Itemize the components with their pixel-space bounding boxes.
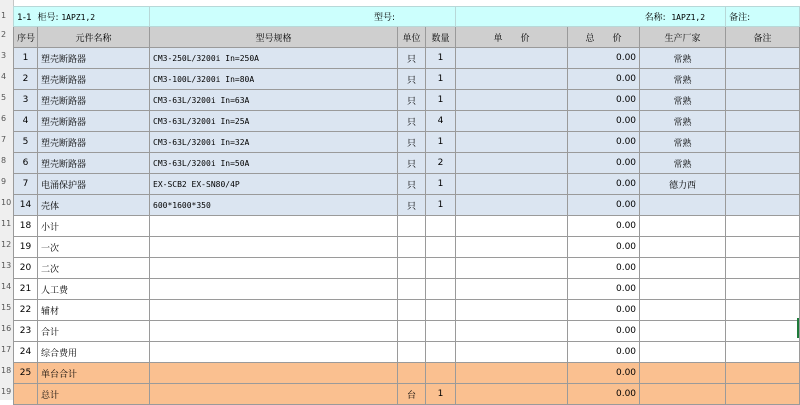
unit-cell[interactable] (398, 258, 426, 279)
summary-name-cell[interactable]: 单台合计 (38, 363, 150, 384)
price-cell[interactable] (456, 132, 568, 153)
note-cell[interactable] (726, 69, 800, 90)
header-note[interactable]: 备注 (726, 27, 800, 48)
summary-name-cell[interactable]: 综合费用 (38, 342, 150, 363)
maker-cell[interactable] (640, 195, 726, 216)
note-cell[interactable] (726, 7, 800, 27)
price-cell[interactable] (456, 384, 568, 405)
spec-cell[interactable] (150, 300, 398, 321)
row-no-cell[interactable]: 20 (14, 258, 38, 279)
qty-cell[interactable] (426, 258, 456, 279)
note-cell[interactable] (726, 321, 800, 342)
note-cell[interactable] (726, 342, 800, 363)
qty-cell[interactable]: 2 (426, 153, 456, 174)
qty-cell[interactable]: 1 (426, 195, 456, 216)
note-label: 备注: (729, 13, 751, 23)
info-row (14, 7, 800, 27)
note-cell[interactable] (726, 174, 800, 195)
unit-cell[interactable] (398, 321, 426, 342)
row-no-cell[interactable]: 6 (14, 153, 38, 174)
price-cell[interactable] (456, 279, 568, 300)
unit-cell[interactable]: 只 (398, 111, 426, 132)
unit-cell[interactable]: 只 (398, 153, 426, 174)
total-cell[interactable]: 0.00 (568, 384, 640, 405)
header-price[interactable]: 单 价 (456, 27, 568, 48)
total-cell[interactable]: 0.00 (568, 132, 640, 153)
unit-cell[interactable] (398, 342, 426, 363)
row-number[interactable]: 14 (1, 282, 12, 291)
table-row (14, 111, 800, 132)
summary-name-cell[interactable]: 人工费 (38, 279, 150, 300)
row-number[interactable]: 7 (1, 135, 7, 144)
header-name[interactable]: 元件名称 (38, 27, 150, 48)
maker-cell[interactable] (640, 216, 726, 237)
row-number[interactable]: 2 (1, 30, 7, 39)
qty-cell[interactable]: 1 (426, 384, 456, 405)
price-cell[interactable] (456, 174, 568, 195)
table-row (14, 195, 800, 216)
model-label: 型号: (373, 13, 396, 23)
total-cell[interactable]: 0.00 (568, 279, 640, 300)
component-name-cell[interactable]: 塑壳断路器 (38, 132, 150, 153)
qty-cell[interactable] (426, 300, 456, 321)
cabinet-label: 柜号: (37, 13, 59, 23)
maker-cell[interactable]: 德力西 (640, 174, 726, 195)
row-number[interactable]: 11 (1, 219, 12, 228)
row-number[interactable]: 6 (1, 114, 7, 123)
summary-name-cell[interactable]: 合计 (38, 321, 150, 342)
row-number[interactable]: 4 (1, 72, 7, 81)
price-cell[interactable] (456, 216, 568, 237)
total-cell[interactable]: 0.00 (568, 90, 640, 111)
note-cell[interactable] (726, 195, 800, 216)
maker-cell[interactable] (640, 363, 726, 384)
maker-cell[interactable] (640, 237, 726, 258)
spec-cell[interactable]: EX-SCB2 EX-SN80/4P (150, 174, 398, 195)
unit-cell[interactable] (398, 300, 426, 321)
row-no-cell[interactable]: 19 (14, 237, 38, 258)
price-cell[interactable] (456, 237, 568, 258)
total-cell[interactable]: 0.00 (568, 69, 640, 90)
row-number[interactable]: 18 (1, 366, 12, 375)
row-no-cell[interactable]: 14 (14, 195, 38, 216)
summary-row (14, 363, 800, 384)
spec-cell[interactable]: CM3-63L/3200i In=32A (150, 132, 398, 153)
price-cell[interactable] (456, 363, 568, 384)
total-cell[interactable]: 0.00 (568, 111, 640, 132)
note-cell[interactable] (726, 153, 800, 174)
row-number[interactable]: 5 (1, 93, 7, 102)
summary-row (14, 279, 800, 300)
summary-name-cell[interactable]: 二次 (38, 258, 150, 279)
unit-cell[interactable]: 只 (398, 132, 426, 153)
name-cell[interactable] (456, 7, 726, 27)
maker-cell[interactable] (640, 384, 726, 405)
price-cell[interactable] (456, 321, 568, 342)
summary-row (14, 384, 800, 405)
maker-cell[interactable] (640, 342, 726, 363)
unit-cell[interactable]: 只 (398, 90, 426, 111)
row-no-cell[interactable]: 5 (14, 132, 38, 153)
row-number[interactable]: 10 (1, 198, 12, 207)
summary-name-cell[interactable]: 总计 (38, 384, 150, 405)
row-number[interactable]: 1 (1, 11, 7, 20)
total-cell[interactable]: 0.00 (568, 258, 640, 279)
component-name-cell[interactable]: 塑壳断路器 (38, 48, 150, 69)
row-no-cell[interactable]: 25 (14, 363, 38, 384)
total-cell[interactable]: 0.00 (568, 216, 640, 237)
maker-cell[interactable]: 常熟 (640, 69, 726, 90)
maker-cell[interactable] (640, 258, 726, 279)
note-cell[interactable] (726, 111, 800, 132)
row-number[interactable]: 15 (1, 303, 12, 312)
maker-cell[interactable] (640, 279, 726, 300)
spec-cell[interactable]: CM3-63L/3200i In=25A (150, 111, 398, 132)
header-total[interactable]: 总 价 (568, 27, 640, 48)
spec-cell[interactable] (150, 384, 398, 405)
header-spec[interactable]: 型号规格 (150, 27, 398, 48)
row-number[interactable]: 19 (1, 387, 12, 396)
component-name-cell[interactable]: 塑壳断路器 (38, 111, 150, 132)
row-no-cell[interactable]: 18 (14, 216, 38, 237)
sheet-index: 1-1 (17, 13, 32, 23)
row-no-cell[interactable]: 3 (14, 90, 38, 111)
qty-cell[interactable]: 1 (426, 48, 456, 69)
unit-cell[interactable] (398, 237, 426, 258)
note-cell[interactable] (726, 237, 800, 258)
qty-cell[interactable]: 1 (426, 174, 456, 195)
price-cell[interactable] (456, 300, 568, 321)
note-cell[interactable] (726, 216, 800, 237)
maker-cell[interactable]: 常熟 (640, 90, 726, 111)
qty-cell[interactable] (426, 216, 456, 237)
row-number[interactable]: 13 (1, 261, 12, 270)
unit-cell[interactable] (398, 363, 426, 384)
unit-cell[interactable]: 只 (398, 69, 426, 90)
price-cell[interactable] (456, 258, 568, 279)
summary-row (14, 321, 800, 342)
summary-name-cell[interactable]: 小计 (38, 216, 150, 237)
spec-cell[interactable] (150, 258, 398, 279)
header-no[interactable]: 序号 (14, 27, 38, 48)
name-value: 1APZ1,2 (671, 13, 706, 22)
table-row (14, 48, 800, 69)
name-label: 名称: (644, 13, 666, 23)
spec-cell[interactable] (150, 216, 398, 237)
row-no-cell[interactable]: 24 (14, 342, 38, 363)
note-cell[interactable] (726, 90, 800, 111)
row-header-gutter[interactable] (0, 0, 14, 400)
row-number[interactable]: 3 (1, 51, 7, 60)
row-number[interactable]: 17 (1, 345, 12, 354)
price-cell[interactable] (456, 153, 568, 174)
component-name-cell[interactable]: 壳体 (38, 195, 150, 216)
qty-cell[interactable]: 1 (426, 132, 456, 153)
total-cell[interactable]: 0.00 (568, 153, 640, 174)
spec-cell[interactable]: CM3-63L/3200i In=50A (150, 153, 398, 174)
spec-cell[interactable] (150, 321, 398, 342)
model-cell[interactable] (150, 7, 456, 27)
row-no-cell[interactable]: 23 (14, 321, 38, 342)
header-maker[interactable]: 生产厂家 (640, 27, 726, 48)
qty-cell[interactable] (426, 237, 456, 258)
total-cell[interactable]: 0.00 (568, 237, 640, 258)
total-cell[interactable]: 0.00 (568, 363, 640, 384)
header-qty[interactable]: 数量 (426, 27, 456, 48)
summary-name-cell[interactable]: 辅材 (38, 300, 150, 321)
price-cell[interactable] (456, 342, 568, 363)
spec-cell[interactable]: CM3-100L/3200i In=80A (150, 69, 398, 90)
spec-cell[interactable]: CM3-250L/3200i In=250A (150, 48, 398, 69)
summary-row (14, 342, 800, 363)
table-row (14, 153, 800, 174)
unit-cell[interactable]: 只 (398, 48, 426, 69)
spec-cell[interactable] (150, 363, 398, 384)
row-no-cell[interactable]: 7 (14, 174, 38, 195)
unit-cell[interactable]: 只 (398, 174, 426, 195)
component-name-cell[interactable]: 电涌保护器 (38, 174, 150, 195)
quotation-sheet (13, 6, 800, 405)
component-name-cell[interactable]: 塑壳断路器 (38, 90, 150, 111)
note-cell[interactable] (726, 363, 800, 384)
row-no-cell[interactable]: 21 (14, 279, 38, 300)
unit-cell[interactable] (398, 216, 426, 237)
summary-row (14, 216, 800, 237)
spec-cell[interactable] (150, 237, 398, 258)
note-cell[interactable] (726, 384, 800, 405)
note-cell[interactable] (726, 48, 800, 69)
total-cell[interactable]: 0.00 (568, 174, 640, 195)
header-row (14, 27, 800, 48)
spec-cell[interactable] (150, 342, 398, 363)
summary-row (14, 237, 800, 258)
header-unit[interactable]: 单位 (398, 27, 426, 48)
price-cell[interactable] (456, 195, 568, 216)
unit-cell[interactable]: 台 (398, 384, 426, 405)
total-cell[interactable]: 0.00 (568, 342, 640, 363)
total-cell[interactable]: 0.00 (568, 48, 640, 69)
row-number[interactable]: 9 (1, 177, 7, 186)
cabinet-cell[interactable] (14, 7, 150, 27)
row-number[interactable]: 12 (1, 240, 12, 249)
qty-cell[interactable]: 4 (426, 111, 456, 132)
unit-cell[interactable] (398, 279, 426, 300)
note-cell[interactable] (726, 132, 800, 153)
qty-cell[interactable]: 1 (426, 90, 456, 111)
price-cell[interactable] (456, 90, 568, 111)
summary-row (14, 258, 800, 279)
row-number[interactable]: 8 (1, 156, 7, 165)
cabinet-value: 1APZ1,2 (61, 13, 96, 22)
qty-cell[interactable] (426, 279, 456, 300)
maker-cell[interactable] (640, 300, 726, 321)
summary-row (14, 300, 800, 321)
maker-cell[interactable]: 常熟 (640, 132, 726, 153)
summary-name-cell[interactable]: 一次 (38, 237, 150, 258)
qty-cell[interactable] (426, 363, 456, 384)
note-cell[interactable] (726, 279, 800, 300)
note-cell[interactable] (726, 300, 800, 321)
maker-cell[interactable]: 常熟 (640, 153, 726, 174)
component-name-cell[interactable]: 塑壳断路器 (38, 153, 150, 174)
spec-cell[interactable] (150, 279, 398, 300)
selection-edge (797, 318, 799, 338)
maker-cell[interactable] (640, 321, 726, 342)
row-no-cell[interactable]: 2 (14, 69, 38, 90)
row-no-cell[interactable]: 4 (14, 111, 38, 132)
row-no-cell[interactable]: 1 (14, 48, 38, 69)
spec-cell[interactable]: CM3-63L/3200i In=63A (150, 90, 398, 111)
total-cell[interactable]: 0.00 (568, 321, 640, 342)
price-cell[interactable] (456, 111, 568, 132)
unit-cell[interactable]: 只 (398, 195, 426, 216)
row-number[interactable]: 16 (1, 324, 12, 333)
component-name-cell[interactable]: 塑壳断路器 (38, 69, 150, 90)
maker-cell[interactable]: 常熟 (640, 48, 726, 69)
table-row (14, 174, 800, 195)
spec-cell[interactable]: 600*1600*350 (150, 195, 398, 216)
qty-cell[interactable] (426, 342, 456, 363)
table-row (14, 132, 800, 153)
total-cell[interactable]: 0.00 (568, 195, 640, 216)
qty-cell[interactable] (426, 321, 456, 342)
row-no-cell[interactable] (14, 384, 38, 405)
maker-cell[interactable]: 常熟 (640, 111, 726, 132)
qty-cell[interactable]: 1 (426, 69, 456, 90)
table-row (14, 69, 800, 90)
price-cell[interactable] (456, 69, 568, 90)
table-row (14, 90, 800, 111)
row-no-cell[interactable]: 22 (14, 300, 38, 321)
price-cell[interactable] (456, 48, 568, 69)
total-cell[interactable]: 0.00 (568, 300, 640, 321)
note-cell[interactable] (726, 258, 800, 279)
